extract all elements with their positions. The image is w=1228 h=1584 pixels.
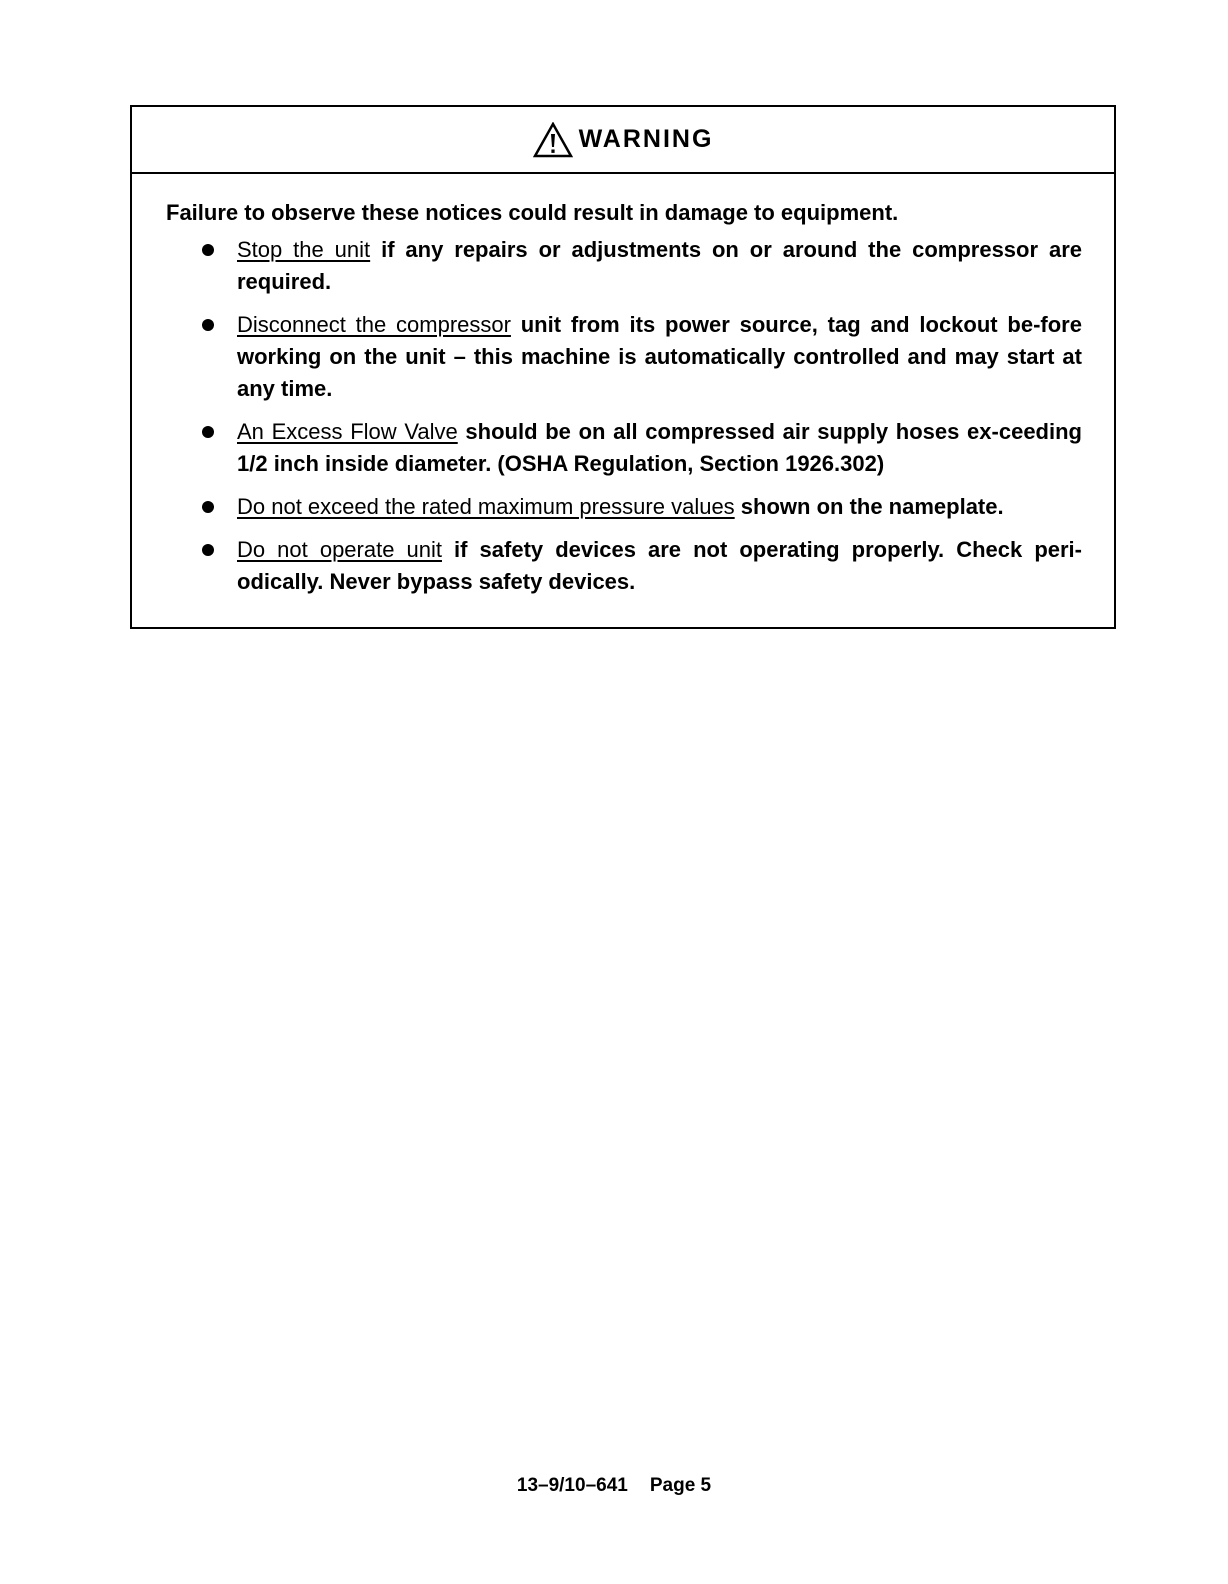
list-item [166,534,1082,598]
notice-text: should be on all compressed air supply hoses ex-ceeding 1/2 inch inside diameter. (OSHA Regulation, Section 1926.302) [237,419,1082,476]
doc-number: 13–9/10–641 [516,1475,628,1496]
warning-header [132,107,1114,174]
notice-emphasis: Do not operate unit [237,537,442,562]
notice-text: if any repairs or adjustments on or around the compressor are required. [237,237,1082,294]
list-item [166,309,1082,405]
bullet-icon [202,244,214,256]
warning-triangle-icon [533,122,573,158]
notice-text: shown on the nameplate. [734,494,1004,519]
page-footer [0,1474,1228,1498]
notice-emphasis: Disconnect the compressor [237,312,511,337]
list-item [166,491,1082,523]
bullet-icon [202,544,214,556]
warning-intro: Failure to observe these notices could result in damage to equipment. [166,200,899,225]
notice-text: if safety devices are not operating properly. Check peri-odically. Never bypass safety devices. [237,537,1082,594]
notice-emphasis: An Excess Flow Valve [237,419,458,444]
notice-emphasis: Do not exceed the rated maximum pressure values [237,494,735,519]
bullet-icon [202,319,214,331]
bullet-icon [202,501,214,513]
notice-text: unit from its power source, tag and lockout be-fore working on the unit – this machine is automatically controlled and may start at any time. [237,312,1082,401]
bullet-icon [202,426,214,438]
page-number: Page 5 [649,1475,712,1496]
warning-box [130,105,1116,629]
list-item [166,234,1082,298]
warning-title: WARNING [578,125,714,153]
warning-body [132,174,1114,598]
list-item [166,416,1082,480]
notice-list [166,234,1082,598]
notice-emphasis: Stop the unit [237,237,371,262]
